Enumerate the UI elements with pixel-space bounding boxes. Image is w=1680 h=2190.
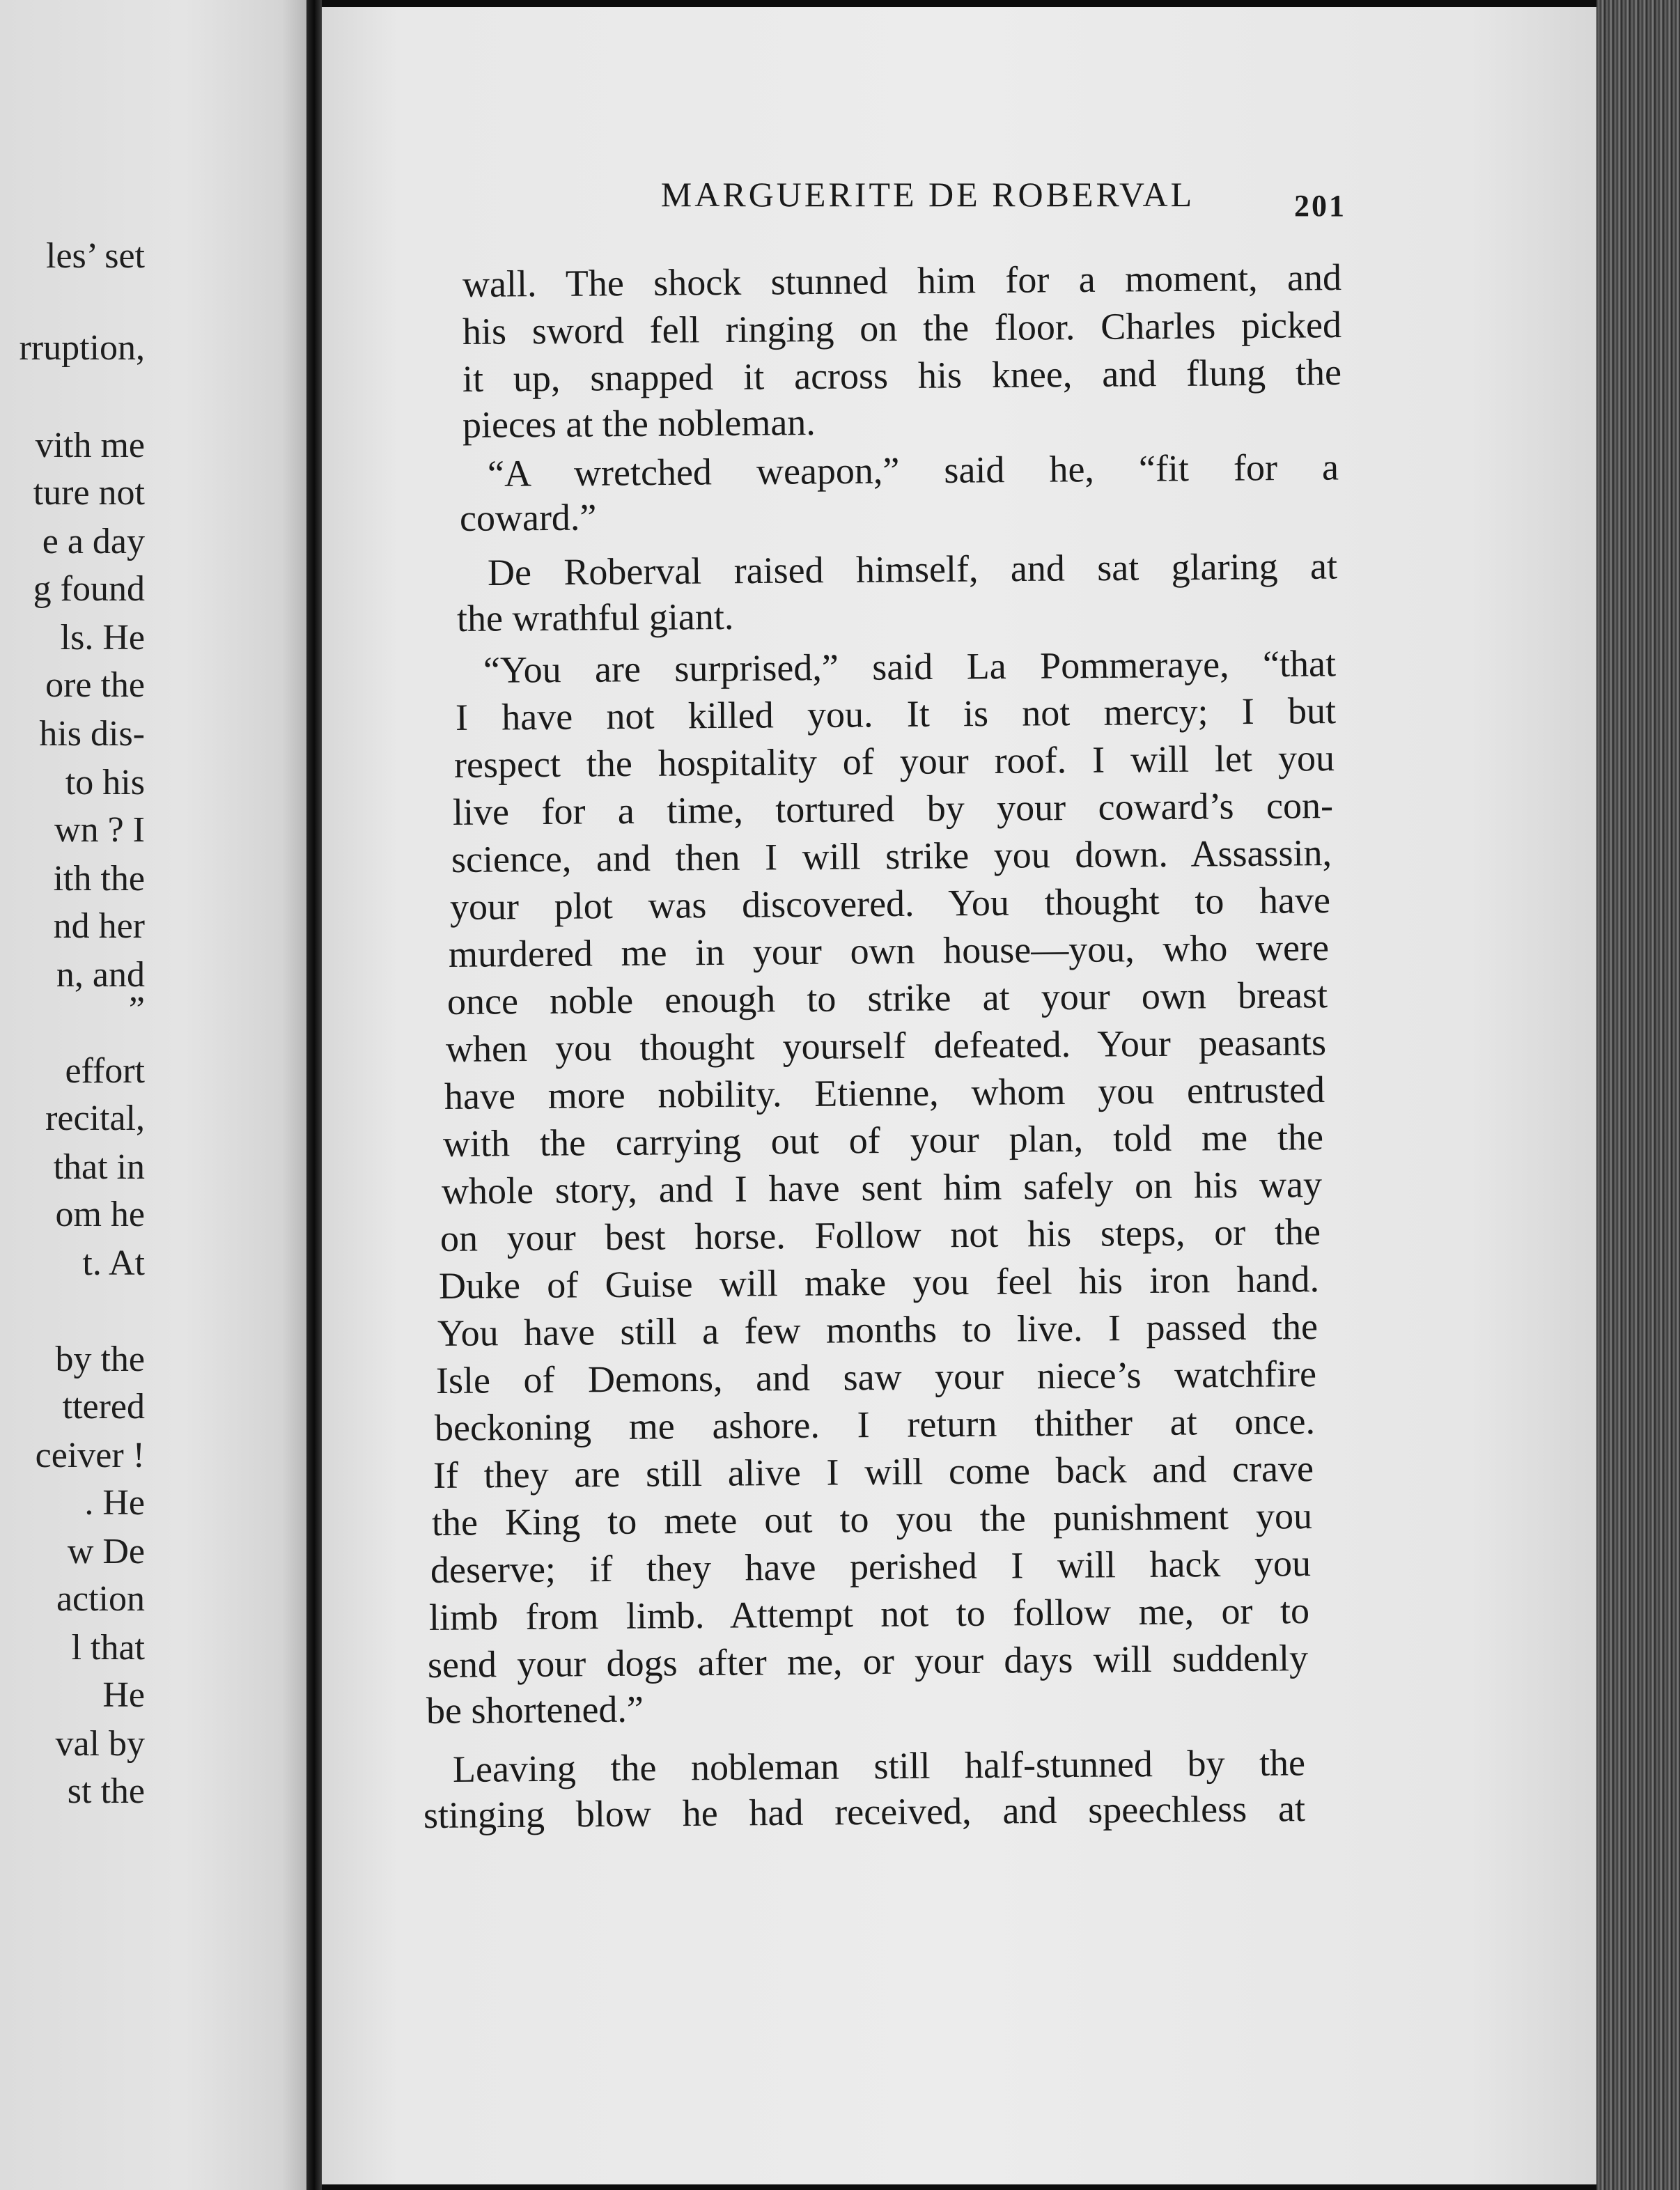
left-line: rruption, [19, 328, 145, 368]
left-line: ore the [45, 665, 145, 705]
left-line: val by [55, 1724, 145, 1764]
left-line: wn ? I [54, 810, 145, 850]
text-line: the wrathful giant. [456, 595, 734, 639]
left-line: effort [65, 1051, 145, 1091]
text-line: coward.” [459, 496, 597, 539]
left-line: w De [67, 1532, 145, 1571]
left-line: ceiver ! [35, 1436, 145, 1475]
left-line: ls. He [60, 618, 145, 658]
text-line: limb from limb. Attempt not to follow me, or to [428, 1590, 1310, 1638]
left-line: n, and [56, 955, 145, 995]
text-line: De Roberval raised himself, and sat glaring at [487, 545, 1338, 593]
page-edges [1596, 0, 1680, 2190]
text-line: whole story, and I have sent him safely on his way [441, 1163, 1323, 1212]
text-line: “A wretched weapon,” said he, “fit for a [487, 446, 1339, 495]
text-line: on your best horse. Follow not his steps, or the [440, 1211, 1321, 1259]
left-line: ttered [62, 1387, 145, 1427]
left-line: by the [55, 1339, 145, 1379]
left-line: e a day [42, 522, 145, 561]
left-line: vith me [35, 426, 145, 465]
left-facing-page [0, 0, 306, 2190]
text-line: pieces at the nobleman. [462, 401, 816, 446]
left-line: t. At [82, 1243, 145, 1283]
text-line: Leaving the nobleman still half-stunned by the [452, 1741, 1306, 1790]
left-line: nd her [53, 906, 145, 946]
book-gutter [306, 0, 322, 2190]
text-line: it up, snapped it across his knee, and flung the [462, 351, 1342, 400]
text-line: I have not killed you. It is not mercy; I but [455, 690, 1337, 738]
left-line: les’ set [46, 236, 145, 276]
text-line: You have still a few months to live. I passed the [437, 1305, 1319, 1354]
left-line: ture not [33, 473, 145, 513]
text-line: his sword fell ringing on the floor. Charles picked [462, 304, 1342, 352]
text-line: respect the hospitality of your roof. I will let you [453, 737, 1335, 786]
left-line: . He [84, 1483, 145, 1523]
text-line: be shortened.” [426, 1688, 644, 1732]
text-line: Isle of Demons, and saw your niece’s watchfire [435, 1353, 1317, 1401]
text-line: live for a time, tortured by your coward’s con- [452, 784, 1334, 833]
text-line: with the carrying out of your plan, told me the [442, 1116, 1324, 1165]
left-line: his dis- [39, 714, 145, 754]
left-line: l that [71, 1628, 145, 1668]
text-line: murdered me in your own house—you, who were [448, 926, 1330, 975]
left-line: He [102, 1675, 145, 1715]
text-line: send your dogs after me, or your days will suddenly [427, 1637, 1309, 1686]
left-line: to his [65, 763, 145, 802]
text-line: “You are surprised,” said La Pommeraye, “that [483, 642, 1337, 691]
text-line: your plot was discovered. You thought to have [449, 879, 1331, 928]
left-line: g found [33, 569, 145, 609]
text-line: If they are still alive I will come back and crave [433, 1447, 1314, 1496]
left-page-text [0, 0, 306, 2190]
text-line: Duke of Guise will make you feel his iron hand. [438, 1258, 1320, 1307]
text-line: once noble enough to strike at your own breast [446, 974, 1328, 1023]
left-line: action [56, 1579, 145, 1619]
left-line: ” [128, 990, 145, 1030]
left-line: that in [53, 1147, 145, 1187]
text-line: deserve; if they have perished I will hack you [430, 1542, 1312, 1591]
text-line: wall. The shock stunned him for a moment, and [462, 256, 1342, 305]
text-line: when you thought yourself defeated. Your peasants [445, 1021, 1327, 1070]
left-line: ith the [53, 859, 145, 899]
text-line: stinging blow he had received, and speechless at [423, 1787, 1306, 1836]
left-line: st the [67, 1771, 145, 1811]
text-line: have more nobility. Etienne, whom you entrusted [444, 1069, 1325, 1117]
text-line: beckoning me ashore. I return thither at once. [434, 1400, 1316, 1449]
text-line: science, and then I will strike you down. Assassin, [451, 832, 1332, 880]
text-line: the King to mete out to you the punishment you [431, 1495, 1313, 1544]
left-line: om he [55, 1195, 145, 1234]
page-number: 201 [1294, 189, 1346, 223]
left-line: recital, [45, 1098, 145, 1138]
running-head: MARGUERITE DE ROBERVAL [660, 175, 1195, 214]
